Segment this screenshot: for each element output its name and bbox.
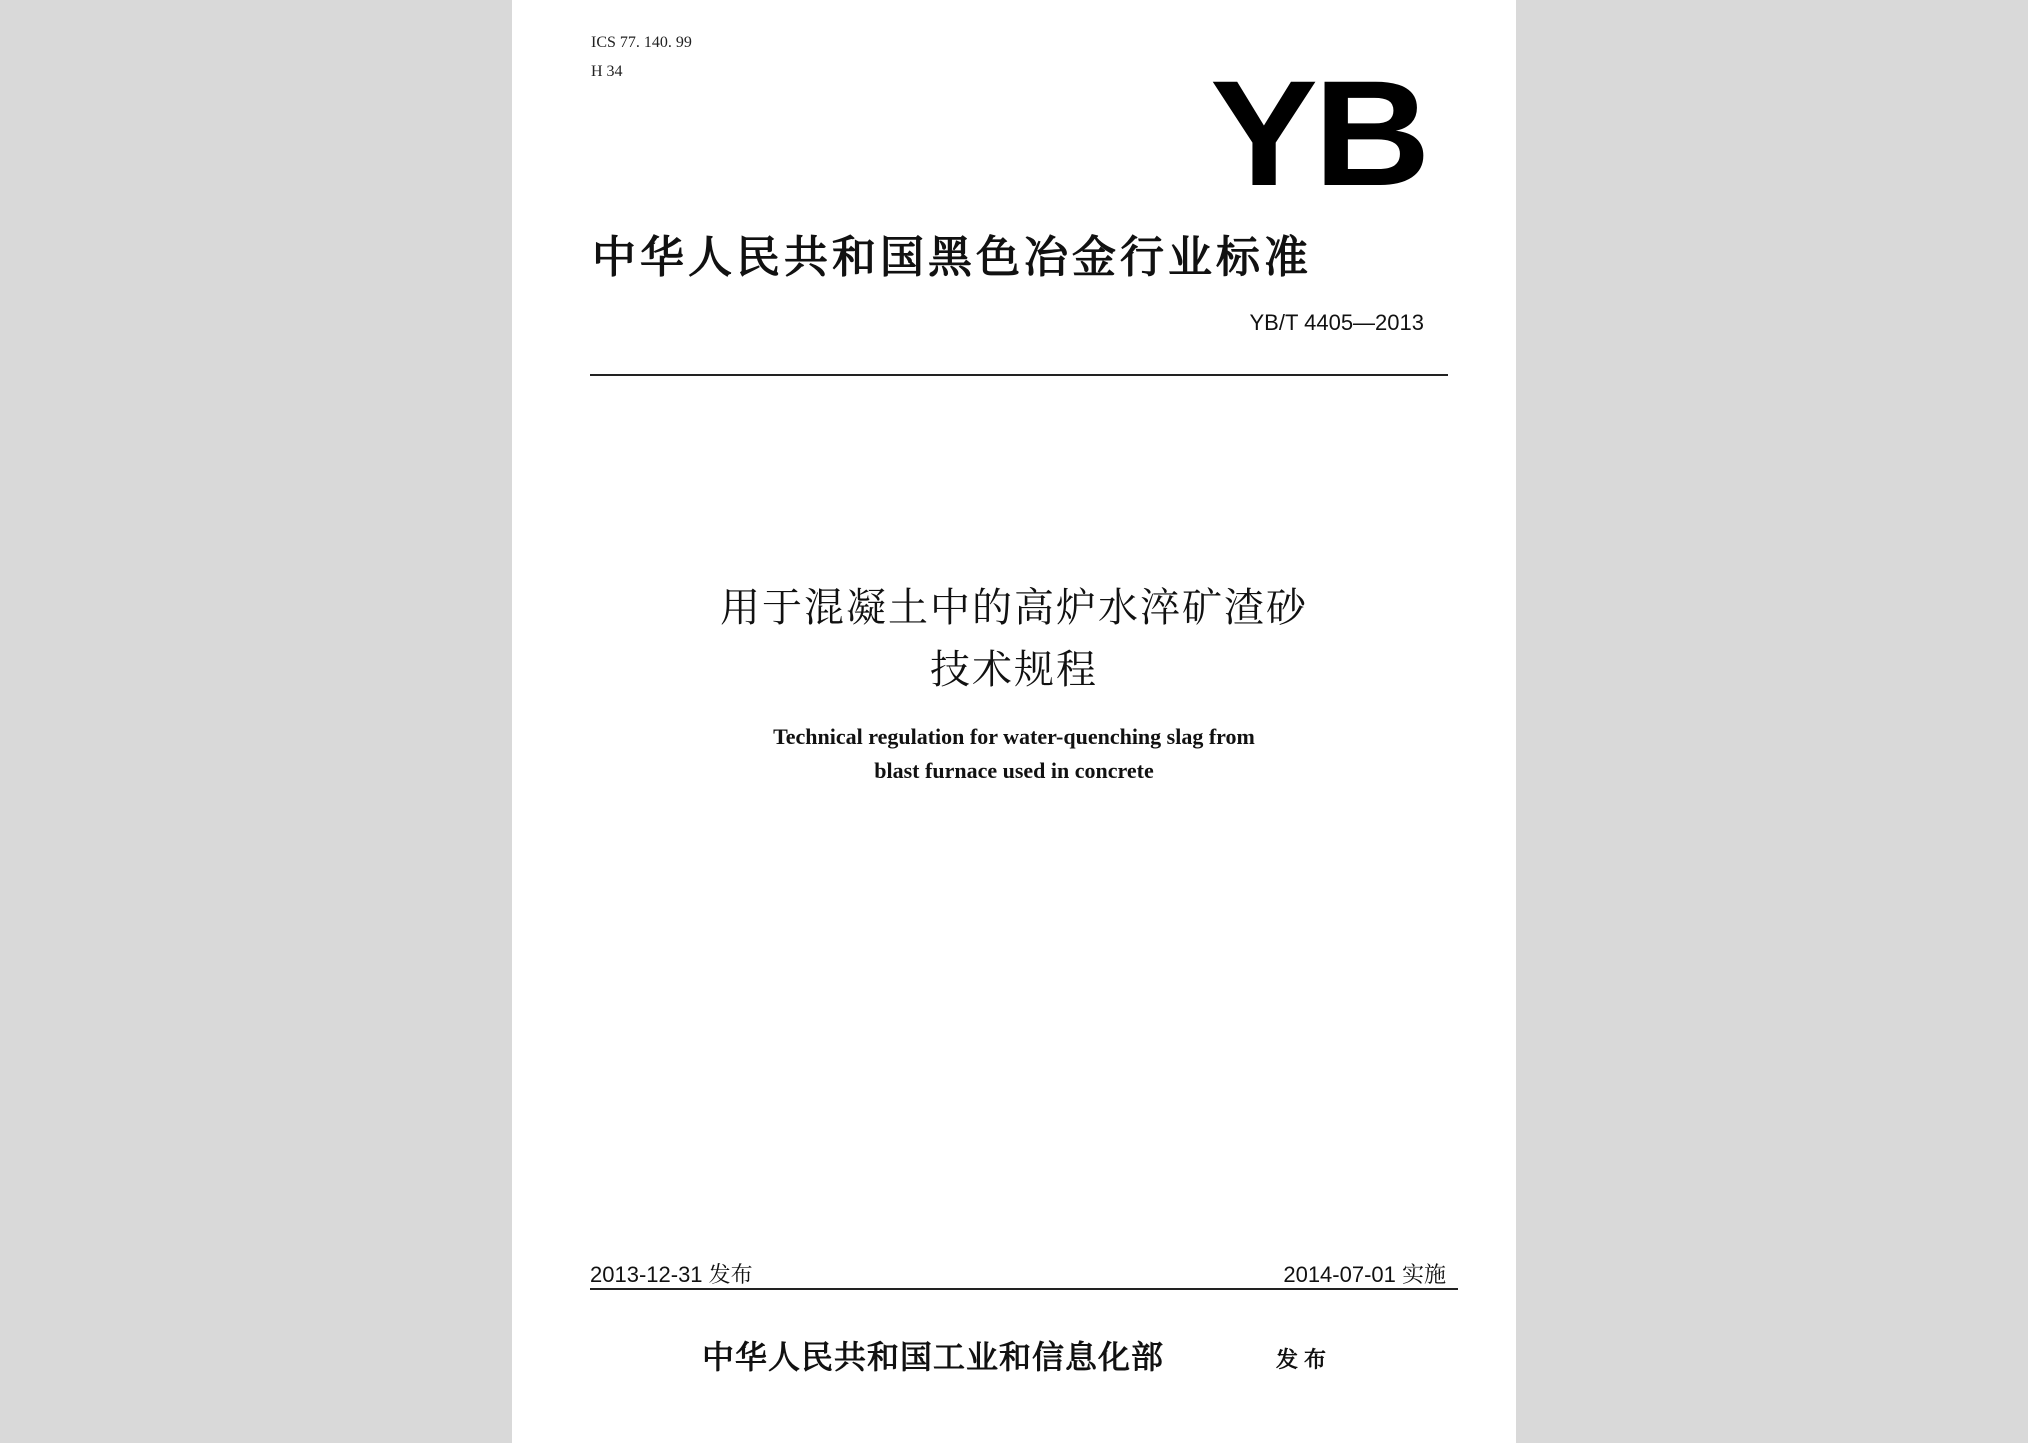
ccs-code: H 34 (591, 63, 623, 80)
ics-code: ICS 77. 140. 99 (591, 34, 692, 51)
document-page (512, 0, 1516, 1443)
title-en-line2: blast furnace used in concrete (874, 758, 1154, 783)
publisher: 中华人民共和国工业和信息化部 (702, 1338, 1165, 1376)
standard-number: YB/T 4405—2013 (1249, 310, 1424, 335)
title-cn-line1: 用于混凝土中的高炉水淬矿渣砂 (720, 585, 1308, 631)
org-title: 中华人民共和国黑色冶金行业标准 (592, 232, 1312, 283)
yb-logo: YB (1209, 49, 1426, 217)
issue-date: 2013-12-31 发布 (590, 1262, 753, 1287)
footer-divider (590, 1288, 1458, 1290)
title-en-line1: Technical regulation for water-quenching slag from (773, 724, 1255, 749)
publish-word: 发布 (1276, 1347, 1333, 1373)
implementation-date: 2014-07-01 实施 (1283, 1262, 1446, 1287)
title-cn-line2: 技术规程 (930, 647, 1098, 693)
header-divider (590, 374, 1448, 376)
